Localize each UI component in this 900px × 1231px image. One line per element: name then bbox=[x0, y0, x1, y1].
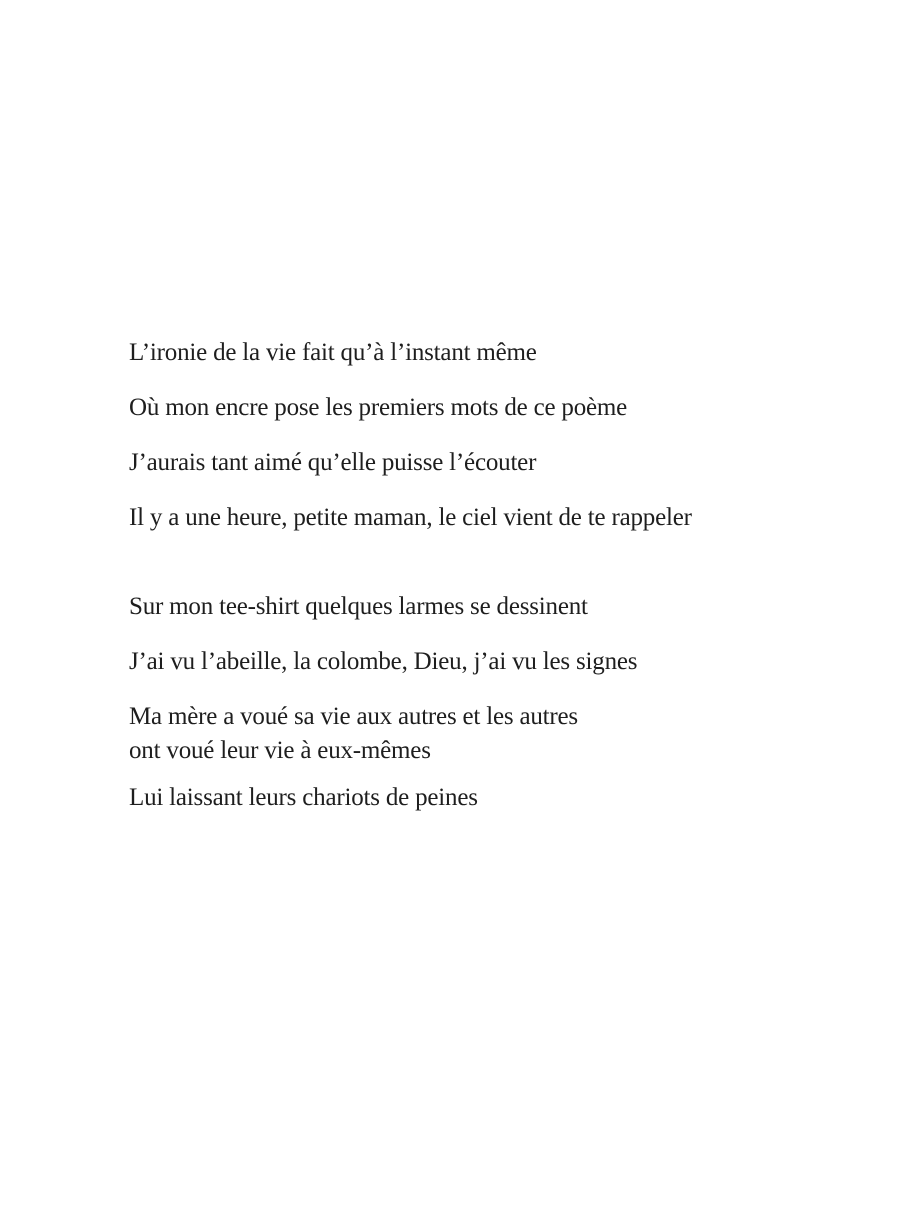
poem-line: Ma mère a voué sa vie aux autres et les autres bbox=[129, 703, 578, 730]
poem-line: J’ai vu l’abeille, la colombe, Dieu, j’ai vu les signes bbox=[129, 648, 638, 675]
poem-line: Sur mon tee-shirt quelques larmes se dessinent bbox=[129, 593, 588, 620]
poem-body bbox=[129, 336, 829, 836]
poem-line-continuation: ont voué leur vie à eux-mêmes bbox=[129, 737, 431, 764]
poem-line: L’ironie de la vie fait qu’à l’instant même bbox=[129, 339, 537, 366]
poem-line: Lui laissant leurs chariots de peines bbox=[129, 784, 478, 811]
poem-stanza-1 bbox=[129, 336, 829, 535]
poem-line: J’aurais tant aimé qu’elle puisse l’écouter bbox=[129, 449, 537, 476]
poem-line: Il y a une heure, petite maman, le ciel vient de te rappeler bbox=[129, 504, 692, 531]
poem-line: Où mon encre pose les premiers mots de ce poème bbox=[129, 394, 628, 421]
poem-stanza-2 bbox=[129, 590, 829, 815]
